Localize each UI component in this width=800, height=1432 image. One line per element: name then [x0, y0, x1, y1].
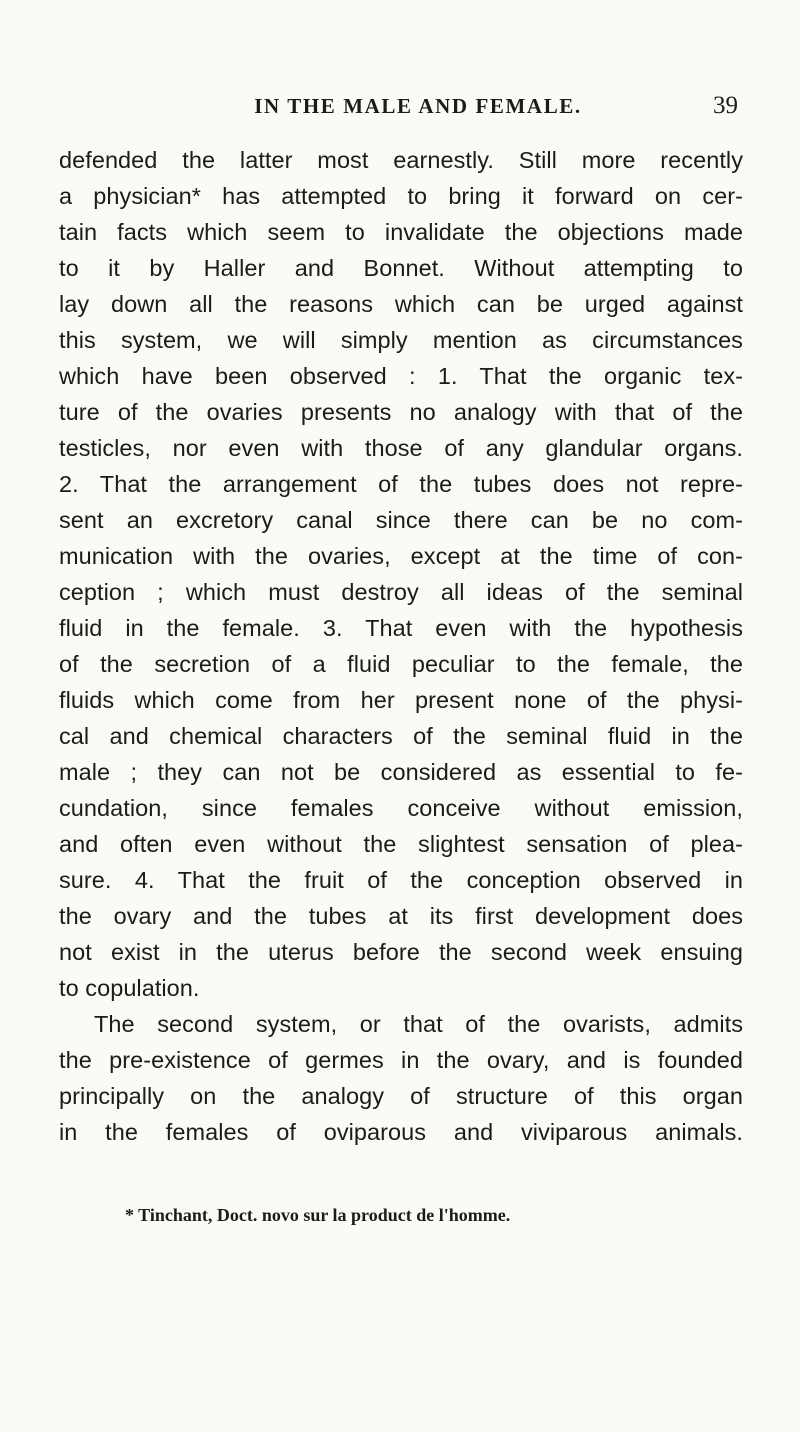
- text-line: the pre-existence of germes in the ovary, and is founded: [59, 1047, 743, 1073]
- text-line: munication with the ovaries, except at the time of con-: [59, 543, 743, 569]
- text-line: fluid in the female. 3. That even with the hypothesis: [59, 615, 743, 641]
- text-line: a physician* has attempted to bring it forward on cer-: [59, 183, 743, 209]
- text-line: cundation, since females conceive without emission,: [59, 795, 743, 821]
- text-line: of the secretion of a fluid peculiar to the female, the: [59, 651, 743, 677]
- text-line: to copulation.: [59, 975, 200, 1001]
- text-line: lay down all the reasons which can be urged against: [59, 291, 743, 317]
- body-text: [59, 142, 743, 1150]
- text-line: which have been observed : 1. That the organic tex-: [59, 363, 743, 389]
- text-line: and often even without the slightest sensation of plea-: [59, 831, 743, 857]
- text-line: cal and chemical characters of the seminal fluid in the: [59, 723, 743, 749]
- text-line: defended the latter most earnestly. Still more recently: [59, 147, 743, 173]
- running-head: [60, 89, 740, 123]
- text-line: sure. 4. That the fruit of the conception observed in: [59, 867, 743, 893]
- text-line: fluids which come from her present none of the physi-: [59, 687, 743, 713]
- text-line: ception ; which must destroy all ideas of the seminal: [59, 579, 743, 605]
- text-line: not exist in the uterus before the second week ensuing: [59, 939, 743, 965]
- text-line: The second system, or that of the ovarists, admits: [94, 1011, 743, 1037]
- text-line: tain facts which seem to invalidate the objections made: [59, 219, 743, 245]
- text-line: 2. That the arrangement of the tubes does not repre-: [59, 471, 743, 497]
- text-line: the ovary and the tubes at its first development does: [59, 903, 743, 929]
- text-line: to it by Haller and Bonnet. Without attempting to: [59, 255, 743, 281]
- text-line: sent an excretory canal since there can be no com-: [59, 507, 743, 533]
- page-number: 39: [713, 92, 738, 119]
- text-line: this system, we will simply mention as circumstances: [59, 327, 743, 353]
- text-line: ture of the ovaries presents no analogy with that of the: [59, 399, 743, 425]
- footnote: * Tinchant, Doct. novo sur la product de l'homme.: [125, 1205, 511, 1225]
- text-line: principally on the analogy of structure of this organ: [59, 1083, 743, 1109]
- text-line: male ; they can not be considered as essential to fe-: [59, 759, 743, 785]
- text-line: in the females of oviparous and viviparous animals.: [59, 1119, 743, 1145]
- running-title: IN THE MALE AND FEMALE.: [254, 94, 582, 118]
- text-line: testicles, nor even with those of any glandular organs.: [59, 435, 743, 461]
